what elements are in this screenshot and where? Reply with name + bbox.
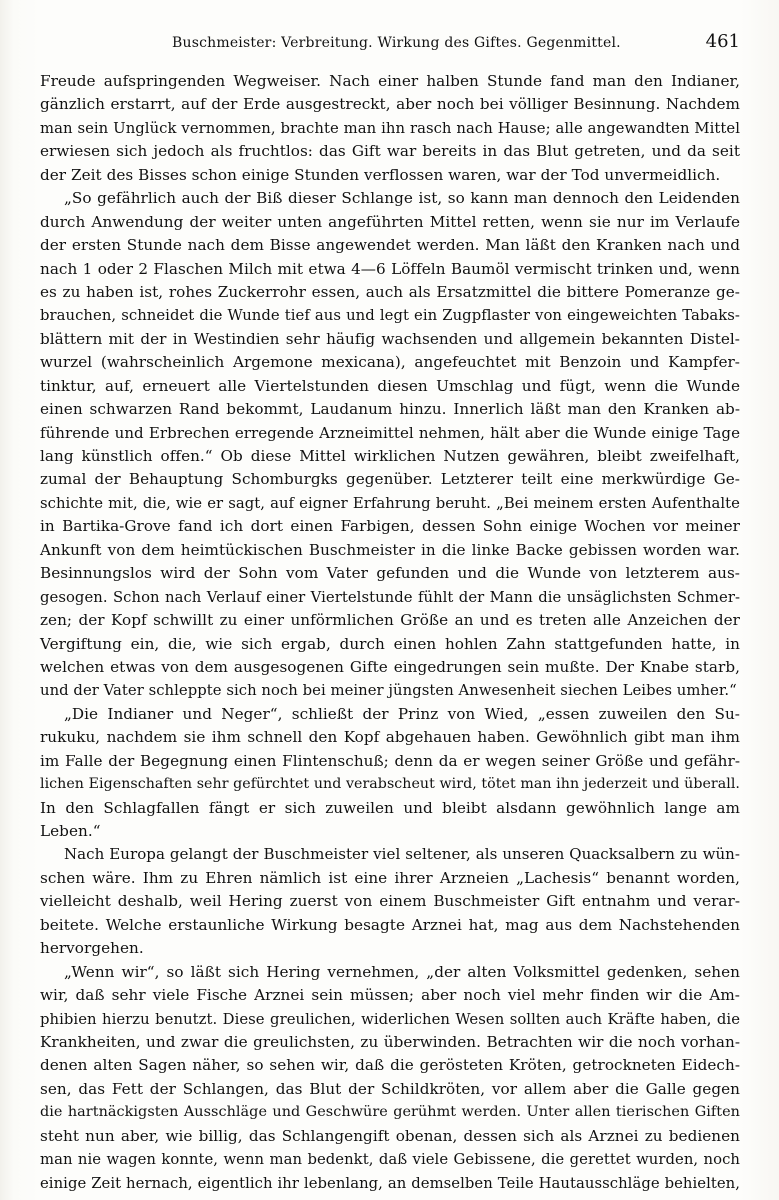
text-line: steht nun aber, wie billig, das Schlangengift obenan, dessen sich als Arznei zu bedienen: [40, 1126, 740, 1145]
text-line: zen; der Kopf schwillt zu einer unförmlichen Größe an und es treten alle Anzeichen der: [40, 611, 740, 630]
text-line: und der Vater schleppte sich noch bei meiner jüngsten Anwesenheit siechen Leibes umher.“: [40, 682, 737, 700]
text-line: phibien hierzu benutzt. Diese greulichen, widerlichen Wesen sollten auch Kräfte haben, die: [40, 1010, 740, 1028]
text-line: es zu haben ist, rohes Zuckerrohr essen, auch als Ersatzmittel die bittere Pomeranze ge-: [40, 282, 740, 301]
text-line: hervorgehen.: [40, 939, 144, 958]
text-line: Leben.“: [40, 822, 101, 840]
text-line: „So gefährlich auch der Biß dieser Schlange ist, so kann man dennoch den Leidenden: [64, 189, 740, 208]
text-line: Vergiftung ein, die, wie sich ergab, durch einen hohlen Zahn stattgefunden hatte, in: [40, 634, 740, 653]
text-line: brauchen, schneidet die Wunde tief aus und legt ein Zugpflaster von eingeweichten Tabaks-: [40, 307, 740, 325]
text-line: lichen Eigenschaften sehr gefürchtet und verabscheut wird, tötet man ihn jederzeit und überall.: [40, 776, 740, 793]
text-line: der ersten Stunde nach dem Bisse angewendet werden. Man läßt den Kranken nach und: [40, 236, 740, 255]
text-line: welchen etwas von dem ausgesogenen Gifte eingedrungen sein mußte. Der Knabe starb,: [40, 657, 740, 676]
text-line: gänzlich erstarrt, auf der Erde ausgestreckt, aber noch bei völliger Besinnung. Nachdem: [40, 95, 740, 114]
text-line: tinktur, auf, erneuert alle Viertelstunden diesen Umschlag und fügt, wenn die Wunde: [40, 376, 740, 395]
text-line: blättern mit der in Westindien sehr häufig wachsenden und allgemein bekannten Distel-: [40, 329, 740, 348]
text-line: die hartnäckigsten Ausschläge und Geschwüre gerühmt werden. Unter allen tierischen Giften: [40, 1104, 740, 1121]
text-line: der Zeit des Bisses schon einige Stunden verflossen waren, war der Tod unvermeidlich.: [40, 165, 721, 184]
text-line: im Falle der Begegnung einen Flintenschuß; denn da er wegen seiner Größe und gefähr-: [40, 751, 740, 770]
text-line: einen schwarzen Rand bekommt, Laudanum hinzu. Innerlich läßt man den Kranken ab-: [40, 400, 740, 419]
text-line: sen, das Fett der Schlangen, das Blut der Schildkröten, vor allem aber die Galle gegen: [40, 1079, 740, 1098]
text-line: „Wenn wir“, so läßt sich Hering vernehmen, „der alten Volksmittel gedenken, sehen: [64, 962, 740, 981]
text-line: führende und Erbrechen erregende Arzneimittel nehmen, hält aber die Wunde einige Tage: [40, 423, 740, 442]
text-line: schen wäre. Ihm zu Ehren nämlich ist eine ihrer Arzneien „Lachesis“ benannt worden,: [40, 868, 740, 887]
text-line: vielleicht deshalb, weil Hering zuerst von einem Buschmeister Gift entnahm und verar-: [40, 892, 740, 911]
text-line: rukuku, nachdem sie ihm schnell den Kopf abgehauen haben. Gewöhnlich gibt man ihm: [40, 728, 740, 747]
text-line: schichte mit, die, wie er sagt, auf eigner Erfahrung beruht. „Bei meinem ersten Aufenthalte: [40, 494, 740, 512]
text-line: zumal der Behauptung Schomburgks gegenüber. Letzterer teilt eine merkwürdige Ge-: [40, 470, 740, 489]
text-line: Freude aufspringenden Wegweiser. Nach einer halben Stunde fand man den Indianer,: [40, 72, 740, 90]
text-line: lang künstlich offen.“ Ob diese Mittel wirklichen Nutzen gewähren, bleibt zweifelhaft,: [40, 447, 740, 465]
text-line: nach 1 oder 2 Flaschen Milch mit etwa 4—6 Löffeln Baumöl vermischt trinken und, wenn: [40, 259, 740, 278]
text-line: gesogen. Schon nach Verlauf einer Viertelstunde fühlt der Mann die unsäglichsten Schmer-: [40, 588, 740, 606]
text-line: wurzel (wahrscheinlich Argemone mexicana), angefeuchtet mit Benzoin und Kampfer-: [40, 353, 740, 372]
text-line: In den Schlagfallen fängt er sich zuweilen und bleibt alsdann gewöhnlich lange am: [40, 798, 740, 817]
text-line: beitete. Welche erstaunliche Wirkung besagte Arznei hat, mag aus dem Nachstehenden: [40, 915, 740, 934]
text-line: erwiesen sich jedoch als fruchtlos: das Gift war bereits in das Blut getreten, und da seit: [40, 142, 740, 161]
text-line: einige Zeit hernach, eigentlich ihr lebenlang, an demselben Teile Hautausschläge behielten,: [40, 1174, 740, 1192]
text-line: man sein Unglück vernommen, brachte man ihn rasch nach Hause; alle angewandten Mittel: [40, 119, 740, 137]
text-line: Ankunft von dem heimtückischen Buschmeister in die linke Backe gebissen worden war.: [40, 540, 740, 559]
text-line: in Bartika-Grove fand ich dort einen Farbigen, dessen Sohn einige Wochen vor meiner: [40, 517, 740, 536]
running-title: Buschmeister: Verbreitung. Wirkung des Giftes. Gegenmittel.: [172, 35, 621, 51]
text-line: Besinnungslos wird der Sohn vom Vater gefunden und die Wunde von letzterem aus-: [40, 564, 740, 583]
body-text: [40, 70, 740, 1195]
text-line: „Die Indianer und Neger“, schließt der Prinz von Wied, „essen zuweilen den Su-: [64, 704, 740, 723]
page-number: 461: [705, 31, 740, 52]
text-line: wir, daß sehr viele Fische Arznei sein müssen; aber noch viel mehr finden wir die Am-: [40, 986, 740, 1005]
text-line: Krankheiten, und zwar die greulichsten, zu überwinden. Betrachten wir die noch vorhan-: [40, 1032, 740, 1051]
text-line: Nach Europa gelangt der Buschmeister viel seltener, als unseren Quacksalbern zu wün-: [64, 845, 740, 864]
text-line: denen alten Sagen näher, so sehen wir, daß die gerösteten Kröten, getrockneten Eidech-: [40, 1056, 740, 1075]
text-line: durch Anwendung der weiter unten angeführten Mittel retten, wenn sie nur im Verlaufe: [40, 212, 740, 231]
running-head: [40, 31, 740, 57]
text-line: man nie wagen konnte, wenn man bedenkt, daß viele Gebissene, die gerettet wurden, noch: [40, 1151, 740, 1169]
